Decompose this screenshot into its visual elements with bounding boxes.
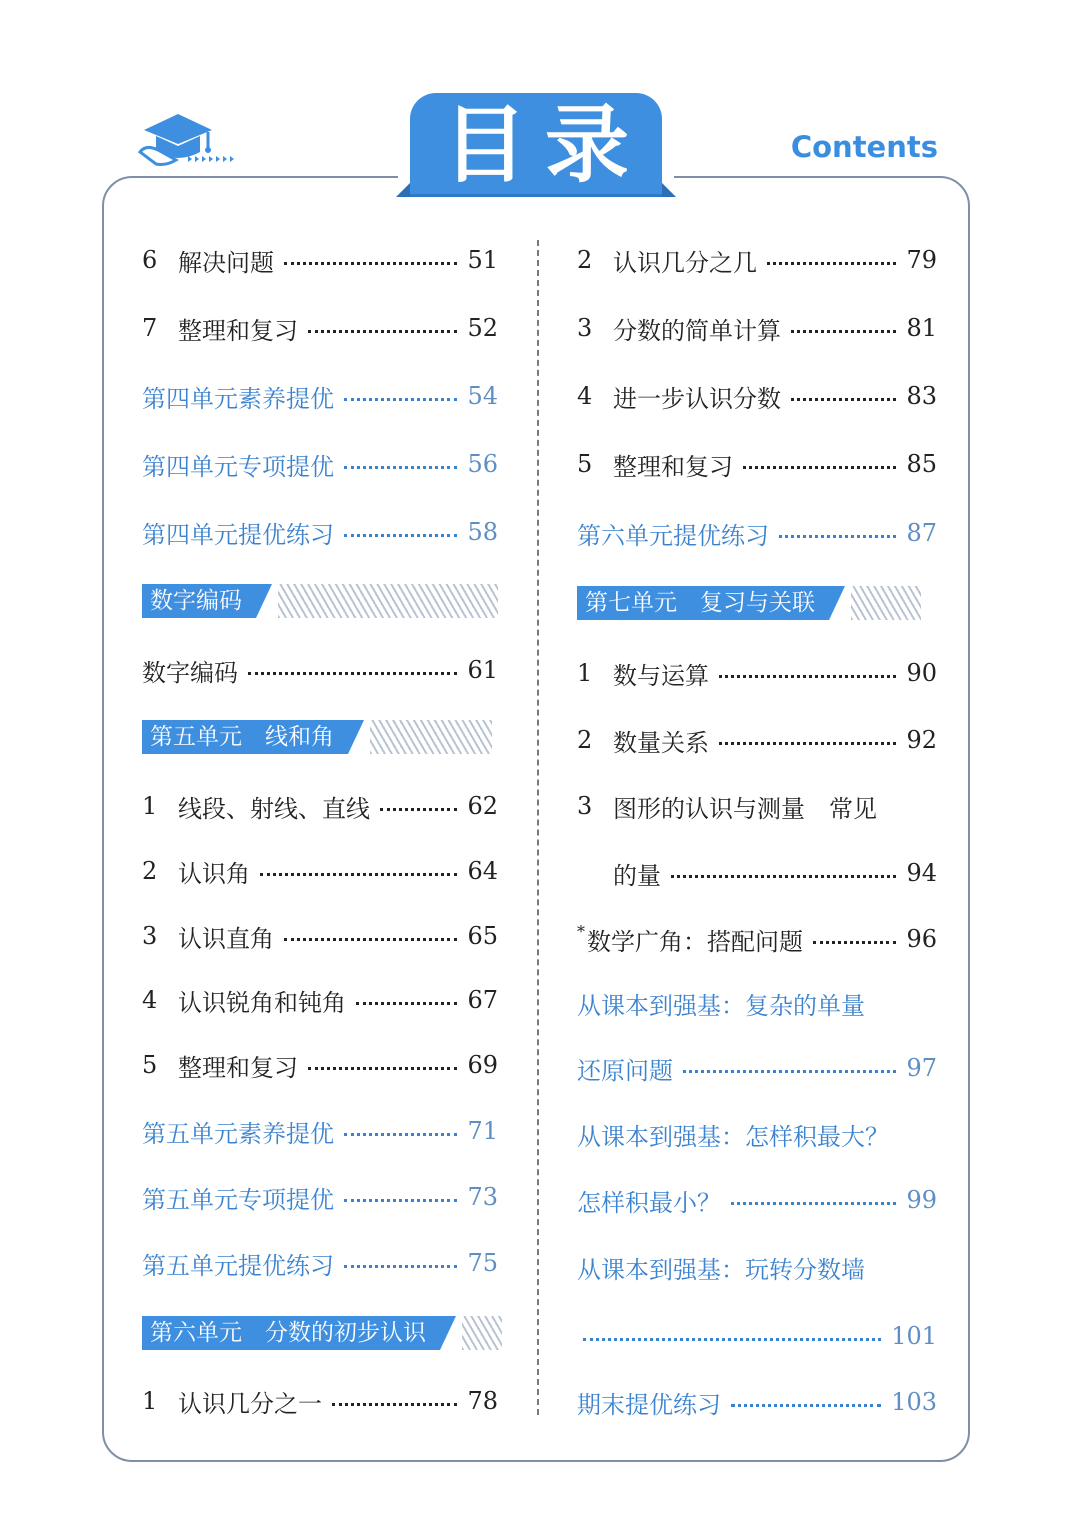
entry-number: 5 (142, 1051, 158, 1079)
leader-dots (284, 260, 457, 265)
page-number: 103 (891, 1388, 937, 1416)
leader-dots (731, 1200, 896, 1205)
entry-title: 数字编码 (142, 658, 238, 687)
page-number: 58 (467, 518, 498, 546)
entry-number: 3 (142, 922, 158, 950)
page-number: 75 (467, 1249, 498, 1277)
toc-entry[interactable] (577, 1114, 937, 1154)
page-number: 78 (467, 1387, 498, 1415)
toc-entry[interactable] (142, 444, 498, 484)
leader-dots (344, 1197, 457, 1202)
leader-dots (344, 1263, 457, 1268)
leader-dots (344, 464, 457, 469)
section-banner (577, 586, 921, 620)
leader-dots (719, 740, 896, 745)
entry-title: 第五单元素养提优 (142, 1119, 334, 1148)
section-banner (142, 584, 498, 618)
page-number: 52 (467, 314, 498, 342)
entry-title: 认识几分之一 (178, 1389, 322, 1418)
entry-title: 第六单元提优练习 (577, 521, 769, 550)
entry-title: 第四单元素养提优 (142, 384, 334, 413)
leader-dots (308, 1065, 457, 1070)
leader-dots (767, 260, 896, 265)
entry-number: 6 (142, 246, 158, 274)
entry-title: 的量 (613, 861, 661, 890)
entry-number: 3 (577, 314, 593, 342)
toc-entry[interactable] (577, 1316, 937, 1356)
optional-marker: * (577, 921, 585, 941)
toc-entry[interactable] (142, 376, 498, 416)
leader-dots (779, 533, 896, 538)
leader-dots (308, 328, 457, 333)
leader-dots (813, 939, 896, 944)
page-number: 79 (906, 246, 937, 274)
entry-title: 整理和复习 (178, 316, 298, 345)
entry-title: 图形的认识与测量 常见 (613, 794, 877, 823)
page-number: 69 (467, 1051, 498, 1079)
entry-number: 1 (577, 659, 593, 687)
toc-entry[interactable] (577, 1247, 937, 1287)
toc-entry[interactable] (142, 1177, 498, 1217)
entry-number: 4 (577, 382, 593, 410)
entry-title: 认识直角 (178, 924, 274, 953)
page-number: 65 (467, 922, 498, 950)
entry-number: 1 (142, 1387, 158, 1415)
toc-entry[interactable] (577, 513, 937, 553)
toc-entry[interactable] (577, 786, 937, 826)
page-number: 56 (467, 450, 498, 478)
entry-title: 认识锐角和钝角 (178, 988, 346, 1017)
toc-entry[interactable] (142, 1045, 498, 1085)
toc-entry[interactable] (142, 650, 498, 690)
toc-entry[interactable] (142, 1243, 498, 1283)
section-banner-label: 第五单元 线和角 (142, 720, 348, 754)
page-number: 87 (906, 519, 937, 547)
banner-hatch (370, 720, 492, 754)
page-number: 64 (467, 857, 498, 885)
leader-dots (260, 871, 457, 876)
entry-title: 怎样积最小？ (577, 1188, 721, 1217)
page-number: 85 (906, 450, 937, 478)
banner-hatch (462, 1316, 502, 1350)
entry-title: 还原问题 (577, 1056, 673, 1085)
page-number: 97 (906, 1054, 937, 1082)
entry-title: 线段、射线、直线 (178, 794, 370, 823)
toc-entry[interactable] (142, 1381, 498, 1421)
section-banner-label: 数字编码 (142, 584, 256, 618)
entry-title: 进一步认识分数 (613, 384, 781, 413)
entry-title: 分数的简单计算 (613, 316, 781, 345)
toc-entry[interactable] (142, 1111, 498, 1151)
page-number: 96 (906, 925, 937, 953)
column-divider (537, 240, 539, 1415)
page-number: 90 (906, 659, 937, 687)
entry-title: 第四单元专项提优 (142, 452, 334, 481)
section-banner (142, 1316, 502, 1350)
title-tab (410, 93, 662, 197)
entry-title: 期末提优练习 (577, 1390, 721, 1419)
section-banner-label: 第七单元 复习与关联 (577, 586, 829, 620)
toc-entry[interactable] (577, 1180, 937, 1220)
leader-dots (731, 1402, 881, 1407)
entry-number: 2 (577, 246, 593, 274)
page-number: 61 (467, 656, 498, 684)
entry-title: 第四单元提优练习 (142, 520, 334, 549)
entry-title: 从课本到强基：玩转分数墙 (577, 1255, 865, 1284)
entry-title: 解决问题 (178, 248, 274, 277)
toc-entry[interactable] (577, 1048, 937, 1088)
leader-dots (380, 806, 457, 811)
page-number: 81 (906, 314, 937, 342)
page-number: 83 (906, 382, 937, 410)
entry-number: 2 (142, 857, 158, 885)
banner-hatch (851, 586, 921, 620)
entry-number: 4 (142, 986, 158, 1014)
toc-entry[interactable] (577, 653, 937, 693)
entry-title: 整理和复习 (178, 1053, 298, 1082)
entry-number: 7 (142, 314, 158, 342)
toc-entry[interactable] (577, 240, 937, 280)
section-banner-label: 第六单元 分数的初步认识 (142, 1316, 440, 1350)
entry-title: 从课本到强基：复杂的单量 (577, 991, 865, 1020)
leader-dots (743, 464, 896, 469)
toc-entry[interactable] (577, 308, 937, 348)
entry-number: 3 (577, 792, 593, 820)
leader-dots (583, 1336, 881, 1341)
toc-entry[interactable] (142, 240, 498, 280)
page-number: 51 (467, 246, 498, 274)
page-number: 62 (467, 792, 498, 820)
leader-dots (248, 670, 457, 675)
toc-entry[interactable] (142, 786, 498, 826)
page-title: 目录 (442, 96, 647, 194)
toc-entry[interactable] (577, 376, 937, 416)
entry-title: 认识几分之几 (613, 248, 757, 277)
leader-dots (284, 936, 457, 941)
leader-dots (719, 673, 896, 678)
toc-entry[interactable] (142, 512, 498, 552)
graduation-cap-icon (136, 108, 246, 178)
leader-dots (344, 396, 457, 401)
leader-dots (791, 328, 896, 333)
toc-entry[interactable] (142, 980, 498, 1020)
toc-entry[interactable] (577, 720, 937, 760)
page-number: 94 (906, 859, 937, 887)
entry-title: 从课本到强基：怎样积最大？ (577, 1122, 889, 1151)
entry-title: 数学广角：搭配问题 (587, 927, 803, 956)
toc-entry[interactable] (142, 851, 498, 891)
tab-corner-right (662, 183, 676, 197)
entry-title: 数与运算 (613, 661, 709, 690)
page-number: 71 (467, 1117, 498, 1145)
toc-entry[interactable] (577, 853, 937, 893)
entry-title: 第五单元专项提优 (142, 1185, 334, 1214)
entry-number: 1 (142, 792, 158, 820)
leader-dots (671, 873, 896, 878)
leader-dots (791, 396, 896, 401)
page-number: 92 (906, 726, 937, 754)
section-banner (142, 720, 492, 754)
toc-entry[interactable] (142, 308, 498, 348)
page-number: 54 (467, 382, 498, 410)
page-number: 99 (906, 1186, 937, 1214)
leader-dots (344, 532, 457, 537)
page-number: 101 (891, 1322, 937, 1350)
entry-title: 第五单元提优练习 (142, 1251, 334, 1280)
toc-entry[interactable] (577, 1382, 937, 1422)
entry-title: 认识角 (178, 859, 250, 888)
toc-entry[interactable] (577, 919, 937, 959)
contents-label: Contents (790, 130, 938, 164)
leader-dots (683, 1068, 896, 1073)
toc-entry[interactable] (577, 983, 937, 1023)
page-number: 67 (467, 986, 498, 1014)
banner-hatch (278, 584, 498, 618)
page-number: 73 (467, 1183, 498, 1211)
entry-title: 数量关系 (613, 728, 709, 757)
entry-number: 5 (577, 450, 593, 478)
entry-title: 整理和复习 (613, 452, 733, 481)
entry-number: 2 (577, 726, 593, 754)
leader-dots (344, 1131, 457, 1136)
leader-dots (356, 1000, 457, 1005)
tab-corner-left (396, 183, 410, 197)
toc-entry[interactable] (577, 444, 937, 484)
toc-entry[interactable] (142, 916, 498, 956)
leader-dots (332, 1401, 457, 1406)
